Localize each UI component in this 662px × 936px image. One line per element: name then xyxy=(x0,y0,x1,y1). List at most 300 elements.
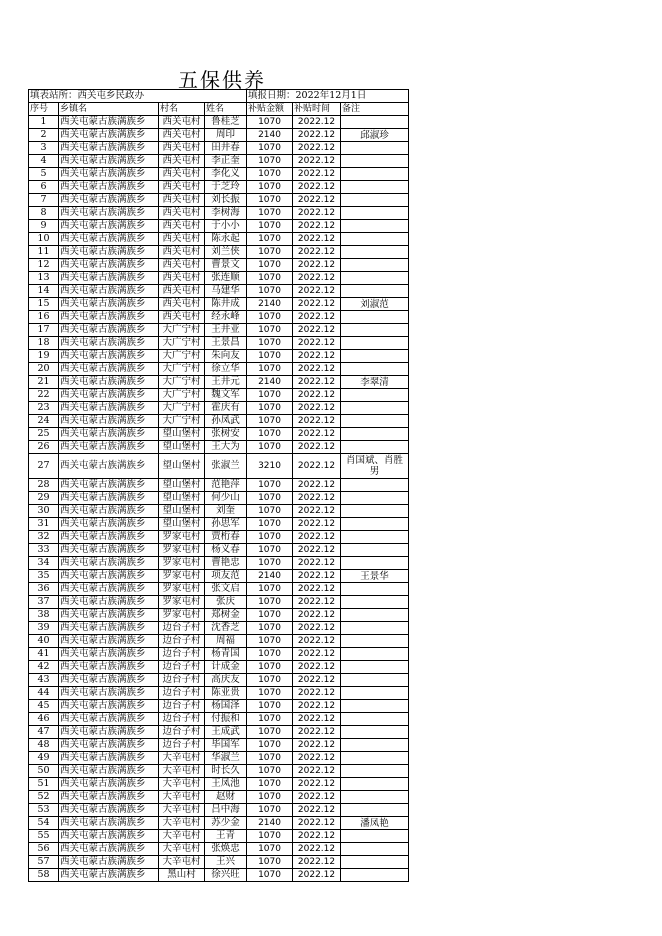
row-amount: 1070 xyxy=(247,207,293,220)
row-amount: 1070 xyxy=(247,441,293,454)
header-village: 村名 xyxy=(159,103,205,116)
row-time: 2022.12 xyxy=(293,830,341,843)
row-town: 西关屯蒙古族满族乡 xyxy=(59,817,159,830)
row-amount: 1070 xyxy=(247,700,293,713)
row-note xyxy=(341,116,409,129)
row-name: 杨国泽 xyxy=(205,700,247,713)
row-amount: 1070 xyxy=(247,428,293,441)
table-row xyxy=(29,129,409,142)
row-village: 西关屯村 xyxy=(159,311,205,324)
report-date-cell: 填报日期：2022年12月1日 xyxy=(247,90,409,103)
row-time: 2022.12 xyxy=(293,557,341,570)
row-time: 2022.12 xyxy=(293,454,341,479)
header-note: 备注 xyxy=(341,103,409,116)
row-name: 周印 xyxy=(205,129,247,142)
row-town: 西关屯蒙古族满族乡 xyxy=(59,233,159,246)
row-town: 西关屯蒙古族满族乡 xyxy=(59,246,159,259)
row-note: 李翠清 xyxy=(341,376,409,389)
row-village: 望山堡村 xyxy=(159,518,205,531)
row-name: 李树海 xyxy=(205,207,247,220)
row-no: 4 xyxy=(29,155,59,168)
row-amount: 2140 xyxy=(247,817,293,830)
row-time: 2022.12 xyxy=(293,518,341,531)
row-time: 2022.12 xyxy=(293,622,341,635)
row-village: 罗家屯村 xyxy=(159,570,205,583)
row-village: 西关屯村 xyxy=(159,129,205,142)
row-no: 52 xyxy=(29,791,59,804)
row-no: 44 xyxy=(29,687,59,700)
row-no: 7 xyxy=(29,194,59,207)
row-time: 2022.12 xyxy=(293,272,341,285)
row-amount: 1070 xyxy=(247,661,293,674)
row-no: 11 xyxy=(29,246,59,259)
row-town: 西关屯蒙古族满族乡 xyxy=(59,609,159,622)
table-row xyxy=(29,700,409,713)
row-note xyxy=(341,765,409,778)
row-village: 边台子村 xyxy=(159,726,205,739)
row-town: 西关屯蒙古族满族乡 xyxy=(59,441,159,454)
row-time: 2022.12 xyxy=(293,661,341,674)
table-row xyxy=(29,518,409,531)
row-village: 西关屯村 xyxy=(159,194,205,207)
row-village: 西关屯村 xyxy=(159,220,205,233)
row-name: 刘兰侠 xyxy=(205,246,247,259)
row-village: 边台子村 xyxy=(159,635,205,648)
row-time: 2022.12 xyxy=(293,311,341,324)
row-name: 李化义 xyxy=(205,168,247,181)
row-note xyxy=(341,674,409,687)
row-amount: 1070 xyxy=(247,492,293,505)
row-village: 望山堡村 xyxy=(159,505,205,518)
row-name: 李正奎 xyxy=(205,155,247,168)
table-row xyxy=(29,142,409,155)
row-town: 西关屯蒙古族满族乡 xyxy=(59,129,159,142)
row-village: 西关屯村 xyxy=(159,298,205,311)
row-no: 50 xyxy=(29,765,59,778)
row-time: 2022.12 xyxy=(293,752,341,765)
row-time: 2022.12 xyxy=(293,324,341,337)
row-note xyxy=(341,142,409,155)
row-no: 56 xyxy=(29,843,59,856)
row-amount: 1070 xyxy=(247,869,293,882)
row-time: 2022.12 xyxy=(293,492,341,505)
reporter-cell: 填表站所：西关屯乡民政办 xyxy=(29,90,247,103)
header-town: 乡镇名 xyxy=(59,103,159,116)
row-name: 王井亚 xyxy=(205,324,247,337)
row-note: 潘凤艳 xyxy=(341,817,409,830)
row-town: 西关屯蒙古族满族乡 xyxy=(59,479,159,492)
table-row xyxy=(29,285,409,298)
row-town: 西关屯蒙古族满族乡 xyxy=(59,220,159,233)
row-note xyxy=(341,324,409,337)
row-time: 2022.12 xyxy=(293,791,341,804)
row-name: 苏少金 xyxy=(205,817,247,830)
row-amount: 1070 xyxy=(247,648,293,661)
row-village: 望山堡村 xyxy=(159,454,205,479)
row-amount: 1070 xyxy=(247,402,293,415)
row-name: 张连顺 xyxy=(205,272,247,285)
row-amount: 1070 xyxy=(247,609,293,622)
row-time: 2022.12 xyxy=(293,350,341,363)
row-village: 望山堡村 xyxy=(159,492,205,505)
table-row xyxy=(29,570,409,583)
row-town: 西关屯蒙古族满族乡 xyxy=(59,752,159,765)
row-town: 西关屯蒙古族满族乡 xyxy=(59,350,159,363)
row-town: 西关屯蒙古族满族乡 xyxy=(59,181,159,194)
row-no: 25 xyxy=(29,428,59,441)
row-name: 张树安 xyxy=(205,428,247,441)
row-amount: 1070 xyxy=(247,713,293,726)
row-village: 西关屯村 xyxy=(159,259,205,272)
row-note xyxy=(341,713,409,726)
row-amount: 1070 xyxy=(247,843,293,856)
row-time: 2022.12 xyxy=(293,531,341,544)
info-row xyxy=(29,90,409,103)
row-note xyxy=(341,233,409,246)
table-row xyxy=(29,817,409,830)
row-village: 边台子村 xyxy=(159,661,205,674)
row-no: 32 xyxy=(29,531,59,544)
row-time: 2022.12 xyxy=(293,168,341,181)
row-amount: 1070 xyxy=(247,194,293,207)
row-amount: 1070 xyxy=(247,350,293,363)
table-row xyxy=(29,544,409,557)
row-amount: 1070 xyxy=(247,181,293,194)
row-town: 西关屯蒙古族满族乡 xyxy=(59,726,159,739)
table-row xyxy=(29,791,409,804)
row-note xyxy=(341,479,409,492)
row-no: 8 xyxy=(29,207,59,220)
row-note xyxy=(341,207,409,220)
row-town: 西关屯蒙古族满族乡 xyxy=(59,311,159,324)
row-village: 边台子村 xyxy=(159,622,205,635)
row-name: 刘长振 xyxy=(205,194,247,207)
row-village: 边台子村 xyxy=(159,700,205,713)
row-name: 周福 xyxy=(205,635,247,648)
row-time: 2022.12 xyxy=(293,674,341,687)
row-time: 2022.12 xyxy=(293,181,341,194)
row-no: 46 xyxy=(29,713,59,726)
row-no: 48 xyxy=(29,739,59,752)
row-name: 魏文军 xyxy=(205,389,247,402)
table-row xyxy=(29,765,409,778)
table-row xyxy=(29,246,409,259)
row-village: 大辛屯村 xyxy=(159,856,205,869)
row-time: 2022.12 xyxy=(293,285,341,298)
row-no: 19 xyxy=(29,350,59,363)
row-no: 24 xyxy=(29,415,59,428)
row-note xyxy=(341,804,409,817)
row-time: 2022.12 xyxy=(293,441,341,454)
row-village: 望山堡村 xyxy=(159,479,205,492)
table-row xyxy=(29,505,409,518)
row-note xyxy=(341,181,409,194)
row-time: 2022.12 xyxy=(293,609,341,622)
table-row xyxy=(29,207,409,220)
row-village: 大广宁村 xyxy=(159,337,205,350)
row-time: 2022.12 xyxy=(293,505,341,518)
row-time: 2022.12 xyxy=(293,246,341,259)
row-village: 望山堡村 xyxy=(159,428,205,441)
row-no: 57 xyxy=(29,856,59,869)
row-town: 西关屯蒙古族满族乡 xyxy=(59,687,159,700)
row-note xyxy=(341,869,409,882)
row-amount: 1070 xyxy=(247,363,293,376)
row-note xyxy=(341,661,409,674)
row-village: 罗家屯村 xyxy=(159,596,205,609)
row-name: 王兴 xyxy=(205,856,247,869)
row-name: 张焕忠 xyxy=(205,843,247,856)
row-time: 2022.12 xyxy=(293,402,341,415)
row-time: 2022.12 xyxy=(293,363,341,376)
row-village: 黑山村 xyxy=(159,869,205,882)
row-town: 西关屯蒙古族满族乡 xyxy=(59,778,159,791)
row-name: 杨义春 xyxy=(205,544,247,557)
row-no: 2 xyxy=(29,129,59,142)
row-village: 大广宁村 xyxy=(159,376,205,389)
row-time: 2022.12 xyxy=(293,869,341,882)
row-town: 西关屯蒙古族满族乡 xyxy=(59,544,159,557)
table-row xyxy=(29,856,409,869)
row-no: 49 xyxy=(29,752,59,765)
row-note xyxy=(341,259,409,272)
row-time: 2022.12 xyxy=(293,129,341,142)
row-no: 43 xyxy=(29,674,59,687)
row-name: 计成金 xyxy=(205,661,247,674)
row-village: 罗家屯村 xyxy=(159,609,205,622)
row-no: 54 xyxy=(29,817,59,830)
row-time: 2022.12 xyxy=(293,259,341,272)
row-name: 王成武 xyxy=(205,726,247,739)
row-time: 2022.12 xyxy=(293,298,341,311)
row-name: 项友范 xyxy=(205,570,247,583)
table-row xyxy=(29,726,409,739)
table-row xyxy=(29,635,409,648)
row-note xyxy=(341,557,409,570)
table-row xyxy=(29,557,409,570)
row-amount: 1070 xyxy=(247,635,293,648)
table-row xyxy=(29,363,409,376)
row-note xyxy=(341,311,409,324)
row-name: 时长久 xyxy=(205,765,247,778)
table-row xyxy=(29,843,409,856)
row-no: 3 xyxy=(29,142,59,155)
row-village: 西关屯村 xyxy=(159,168,205,181)
row-name: 陈亚贵 xyxy=(205,687,247,700)
row-time: 2022.12 xyxy=(293,337,341,350)
row-amount: 3210 xyxy=(247,454,293,479)
row-no: 36 xyxy=(29,583,59,596)
row-name: 王景昌 xyxy=(205,337,247,350)
table-row xyxy=(29,311,409,324)
row-village: 西关屯村 xyxy=(159,246,205,259)
row-no: 20 xyxy=(29,363,59,376)
row-town: 西关屯蒙古族满族乡 xyxy=(59,454,159,479)
row-no: 30 xyxy=(29,505,59,518)
row-village: 罗家屯村 xyxy=(159,557,205,570)
table-row xyxy=(29,155,409,168)
table-row xyxy=(29,272,409,285)
row-time: 2022.12 xyxy=(293,116,341,129)
row-no: 15 xyxy=(29,298,59,311)
row-no: 38 xyxy=(29,609,59,622)
row-town: 西关屯蒙古族满族乡 xyxy=(59,531,159,544)
row-note xyxy=(341,389,409,402)
row-town: 西关屯蒙古族满族乡 xyxy=(59,869,159,882)
row-village: 大广宁村 xyxy=(159,402,205,415)
row-no: 1 xyxy=(29,116,59,129)
row-town: 西关屯蒙古族满族乡 xyxy=(59,505,159,518)
row-note xyxy=(341,596,409,609)
row-village: 大广宁村 xyxy=(159,363,205,376)
row-no: 22 xyxy=(29,389,59,402)
row-name: 王大为 xyxy=(205,441,247,454)
header-time: 补贴时间 xyxy=(293,103,341,116)
row-town: 西关屯蒙古族满族乡 xyxy=(59,700,159,713)
row-note xyxy=(341,402,409,415)
row-town: 西关屯蒙古族满族乡 xyxy=(59,791,159,804)
row-no: 10 xyxy=(29,233,59,246)
row-note xyxy=(341,687,409,700)
row-town: 西关屯蒙古族满族乡 xyxy=(59,622,159,635)
row-note xyxy=(341,648,409,661)
row-town: 西关屯蒙古族满族乡 xyxy=(59,116,159,129)
table-row xyxy=(29,402,409,415)
row-village: 边台子村 xyxy=(159,713,205,726)
row-town: 西关屯蒙古族满族乡 xyxy=(59,337,159,350)
row-time: 2022.12 xyxy=(293,726,341,739)
row-amount: 1070 xyxy=(247,168,293,181)
row-amount: 2140 xyxy=(247,376,293,389)
row-note xyxy=(341,752,409,765)
row-no: 27 xyxy=(29,454,59,479)
row-town: 西关屯蒙古族满族乡 xyxy=(59,155,159,168)
row-note xyxy=(341,700,409,713)
row-village: 边台子村 xyxy=(159,674,205,687)
row-no: 39 xyxy=(29,622,59,635)
row-no: 21 xyxy=(29,376,59,389)
row-no: 5 xyxy=(29,168,59,181)
row-no: 9 xyxy=(29,220,59,233)
row-no: 55 xyxy=(29,830,59,843)
header-no: 序号 xyxy=(29,103,59,116)
row-amount: 1070 xyxy=(247,856,293,869)
table-row xyxy=(29,622,409,635)
row-no: 31 xyxy=(29,518,59,531)
table-row xyxy=(29,596,409,609)
row-amount: 1070 xyxy=(247,804,293,817)
row-note xyxy=(341,544,409,557)
row-town: 西关屯蒙古族满族乡 xyxy=(59,492,159,505)
row-village: 大广宁村 xyxy=(159,324,205,337)
row-amount: 1070 xyxy=(247,285,293,298)
row-note xyxy=(341,285,409,298)
row-no: 51 xyxy=(29,778,59,791)
row-town: 西关屯蒙古族满族乡 xyxy=(59,389,159,402)
row-amount: 1070 xyxy=(247,830,293,843)
row-town: 西关屯蒙古族满族乡 xyxy=(59,804,159,817)
row-village: 大辛屯村 xyxy=(159,830,205,843)
row-name: 陈永起 xyxy=(205,233,247,246)
row-time: 2022.12 xyxy=(293,544,341,557)
table-row xyxy=(29,220,409,233)
row-amount: 1070 xyxy=(247,778,293,791)
header-name: 姓名 xyxy=(205,103,247,116)
row-name: 贾桁春 xyxy=(205,531,247,544)
row-village: 大辛屯村 xyxy=(159,791,205,804)
row-town: 西关屯蒙古族满族乡 xyxy=(59,856,159,869)
row-note xyxy=(341,350,409,363)
row-no: 37 xyxy=(29,596,59,609)
row-time: 2022.12 xyxy=(293,700,341,713)
row-name: 吕中海 xyxy=(205,804,247,817)
row-name: 田井春 xyxy=(205,142,247,155)
row-amount: 1070 xyxy=(247,220,293,233)
table-row xyxy=(29,739,409,752)
row-amount: 1070 xyxy=(247,674,293,687)
row-village: 西关屯村 xyxy=(159,233,205,246)
row-note xyxy=(341,505,409,518)
row-town: 西关屯蒙古族满族乡 xyxy=(59,830,159,843)
row-note xyxy=(341,220,409,233)
row-note xyxy=(341,622,409,635)
row-name: 高庆友 xyxy=(205,674,247,687)
row-town: 西关屯蒙古族满族乡 xyxy=(59,583,159,596)
row-name: 徐兴旺 xyxy=(205,869,247,882)
row-amount: 1070 xyxy=(247,337,293,350)
row-town: 西关屯蒙古族满族乡 xyxy=(59,428,159,441)
table-row xyxy=(29,116,409,129)
row-no: 41 xyxy=(29,648,59,661)
row-village: 罗家屯村 xyxy=(159,583,205,596)
row-no: 13 xyxy=(29,272,59,285)
table-row xyxy=(29,661,409,674)
row-village: 大辛屯村 xyxy=(159,765,205,778)
row-name: 王井元 xyxy=(205,376,247,389)
row-time: 2022.12 xyxy=(293,207,341,220)
row-town: 西关屯蒙古族满族乡 xyxy=(59,843,159,856)
table-row xyxy=(29,583,409,596)
subsidy-table xyxy=(28,89,409,882)
row-name: 马建华 xyxy=(205,285,247,298)
row-town: 西关屯蒙古族满族乡 xyxy=(59,324,159,337)
row-no: 16 xyxy=(29,311,59,324)
row-amount: 1070 xyxy=(247,752,293,765)
row-time: 2022.12 xyxy=(293,428,341,441)
row-amount: 1070 xyxy=(247,479,293,492)
row-note xyxy=(341,739,409,752)
row-no: 42 xyxy=(29,661,59,674)
row-name: 曹景文 xyxy=(205,259,247,272)
table-row xyxy=(29,713,409,726)
row-note xyxy=(341,441,409,454)
row-note xyxy=(341,492,409,505)
table-row xyxy=(29,609,409,622)
row-note xyxy=(341,194,409,207)
row-amount: 1070 xyxy=(247,415,293,428)
row-name: 毕国军 xyxy=(205,739,247,752)
row-name: 范艳萍 xyxy=(205,479,247,492)
table-row xyxy=(29,492,409,505)
row-village: 大广宁村 xyxy=(159,389,205,402)
table-row xyxy=(29,752,409,765)
row-amount: 1070 xyxy=(247,116,293,129)
row-no: 17 xyxy=(29,324,59,337)
row-amount: 1070 xyxy=(247,765,293,778)
table-row xyxy=(29,168,409,181)
row-note xyxy=(341,531,409,544)
row-name: 杨青国 xyxy=(205,648,247,661)
